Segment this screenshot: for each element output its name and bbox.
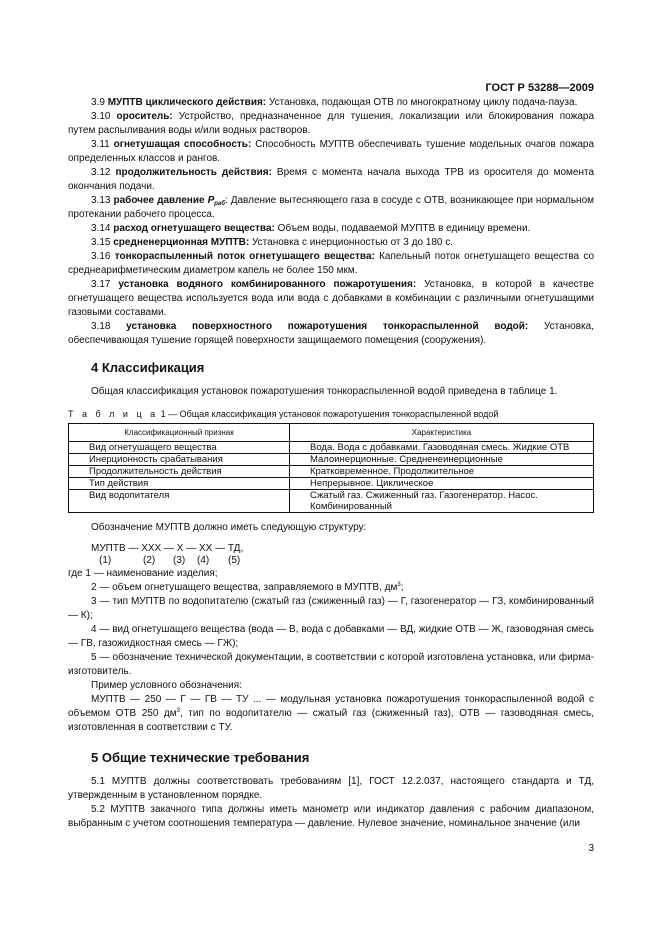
- definition-item: [68, 194, 594, 222]
- formula-codes: [91, 555, 594, 567]
- definition-text: Объем воды, подаваемой МУПТВ в единицу времени.: [274, 223, 531, 234]
- definition-term: тонкораспыленный поток огнетушащего вещества:: [114, 251, 375, 262]
- table-row: [69, 454, 594, 466]
- table-caption: [68, 407, 594, 421]
- legend-tail: ;: [400, 582, 404, 593]
- definition-term: установка водяного комбинированного пожаротушения:: [118, 279, 417, 290]
- table-cell: Кратковременное. Продолжительное: [290, 466, 594, 478]
- page-number: 3: [588, 843, 594, 854]
- definition-item: [68, 96, 594, 110]
- formula-code: (3): [173, 555, 186, 566]
- pressure-symbol: [208, 195, 225, 206]
- definition-number: 3.12: [91, 167, 111, 178]
- definition-item: [68, 222, 594, 236]
- legend-item: 3 — тип МУПТВ по водопитателю (сжатый газ (сжиженный газ) — Г, газогенератор — ГЗ, комбинированный — К);: [68, 596, 594, 621]
- table-cell: Вода. Вода с добавками. Газоводяная смесь. Жидкие ОТВ: [290, 442, 594, 454]
- definition-number: 3.18: [91, 321, 111, 332]
- definition-item: [68, 166, 594, 194]
- definition-number: 3.9: [91, 97, 105, 108]
- definition-number: 3.10: [91, 111, 111, 122]
- definition-text: Время с момента начала выхода ТРВ из оросителя до момента окончания подачи.: [68, 167, 595, 192]
- example-part: МУПТВ — 250 — Г — ГВ — ТУ ... — модульная установка пожаротушения тонкораспыленной водой с объемом ОТВ 250 дм: [68, 694, 594, 719]
- legend-text: 2 — объем огнетушащего вещества, заправляемого в МУПТВ, дм: [91, 582, 398, 593]
- definition-item: [68, 236, 594, 250]
- definition-item: [68, 138, 594, 166]
- document-header: ГОСТ Р 53288—2009: [485, 82, 594, 94]
- legend-superscript: 3: [397, 582, 401, 588]
- designation-formula: [68, 543, 594, 567]
- definition-item: [68, 320, 594, 348]
- legend-item: 4 — вид огнетушащего вещества (вода — В, вода с добавками — ВД, жидкие ОТВ — Ж, газоводяная смесь — ГВ, газожидкостная смесь — ГЖ);: [68, 624, 594, 649]
- structure-intro: Обозначение МУПТВ должно иметь следующую структуру:: [91, 522, 367, 533]
- section-5-paragraph: 5.2 МУПТВ закачного типа должны иметь манометр или индикатор давления с рабочим диапазоном, выбранным с учетом соотношения температура — давление. Нулевое значение, номинальное значение (или: [68, 804, 594, 829]
- definition-text: Установка, обеспечивающая тушение горящей поверхности защищаемого помещения (сооружения).: [68, 321, 594, 346]
- table-cell: Тип действия: [69, 478, 290, 490]
- table-cell: Инерционность срабатывания: [69, 454, 290, 466]
- definition-number: 3.13: [91, 195, 111, 206]
- table-cell: Сжатый газ. Сжиженный газ. Газогенератор. Насос. Комбинированный: [290, 490, 594, 513]
- definition-number: 3.16: [91, 251, 111, 262]
- definition-number: 3.14: [91, 223, 111, 234]
- definition-term: средненерционная МУПТВ:: [113, 237, 250, 248]
- legend-item: [68, 581, 594, 595]
- definition-term: ороситель:: [116, 111, 173, 122]
- definition-item: [68, 250, 594, 278]
- table-cell: Продолжительность действия: [69, 466, 290, 478]
- formula-line: МУПТВ — XXX — X — XX — ТД,: [91, 543, 244, 554]
- formula-code: (2): [143, 555, 156, 566]
- definition-item: [68, 110, 594, 138]
- definition-text: : Давление вытесняющего газа в сосуде с ОТВ, возникающее при нормальном протекании рабочего процесса.: [68, 195, 595, 220]
- table-header-row: [69, 424, 594, 442]
- designation-legend: [68, 567, 594, 735]
- table-row: [69, 442, 594, 454]
- example-part: , тип по водопитателю — сжатый газ (сжиженный газ), ОТВ — газоводяная смесь, изготовленная в соответствии с ТУ.: [68, 708, 594, 733]
- table-caption-prefix: Т а б л и ц а: [68, 409, 159, 419]
- formula-code: (4): [197, 555, 210, 566]
- definition-item: [68, 278, 594, 320]
- definition-text: Установка, подающая ОТВ по многократному циклу подача-пауза.: [266, 97, 578, 108]
- definition-text: Способность МУПТВ обеспечивать тушение модельных очагов пожара определенных классов и рангов.: [68, 139, 595, 164]
- section-5-paragraph: 5.1 МУПТВ должны соответствовать требованиям [1], ГОСТ 12.2.037, настоящего стандарта и ТД, утвержденным в установленном порядке.: [68, 776, 594, 801]
- legend-item: 5 — обозначение технической документации, в соответствии с которой изготовлена установка, или фирма-изготовитель.: [68, 652, 594, 677]
- definitions-list: [68, 96, 594, 348]
- pressure-symbol-subscript: раб: [214, 201, 225, 207]
- table-caption-text: 1 — Общая классификация установок пожаротушения тонкораспыленной водой: [158, 409, 499, 419]
- table-cell: Вид водопитателя: [69, 490, 290, 513]
- page-body: [68, 96, 594, 831]
- definition-text: Установка с инерционностью от 3 до 180 с.: [249, 237, 454, 248]
- section-5-title: 5 Общие технические требования: [91, 750, 310, 765]
- table-header-cell: Классификационный признак: [69, 424, 290, 442]
- example-superscript: 3: [176, 708, 180, 714]
- table-cell: Малоинерционные. Средненеинерционные: [290, 454, 594, 466]
- definition-text: Установка, в которой в качестве огнетушащего вещества используется вода или вода с добавками в комбинации с различными огнетушащими газовыми составами.: [68, 279, 594, 318]
- table-row: [69, 478, 594, 490]
- definition-term: продолжительность действия:: [115, 167, 272, 178]
- section-4-intro: Общая классификация установок пожаротушения тонкораспыленной водой приведена в таблице 1.: [91, 386, 558, 397]
- table-cell: Вид огнетушащего вещества: [69, 442, 290, 454]
- definition-number: 3.17: [91, 279, 111, 290]
- formula-code: (1): [99, 555, 112, 566]
- definition-number: 3.11: [91, 139, 110, 150]
- definition-term: МУПТВ циклического действия:: [107, 97, 267, 108]
- table-row: [69, 490, 594, 513]
- definition-term: огнетушащая способность:: [113, 139, 252, 150]
- classification-table: [68, 423, 594, 513]
- definition-term: установка поверхностного пожаротушения тонкораспыленной водой:: [126, 321, 529, 332]
- definition-number: 3.15: [91, 237, 111, 248]
- definition-text: Капельный поток огнетушащего вещества со среднеарифметическим диаметром капель не более 150 мкм.: [68, 251, 595, 276]
- legend-item: где 1 — наименование изделия;: [68, 568, 218, 579]
- example-label: Пример условного обозначения:: [91, 680, 242, 691]
- pressure-symbol-letter: P: [207, 195, 215, 206]
- definition-term: расход огнетушащего вещества:: [113, 223, 275, 234]
- formula-code: (5): [228, 555, 241, 566]
- example-text: [68, 693, 594, 735]
- table-header-cell: Характеристика: [290, 424, 594, 442]
- table-row: [69, 466, 594, 478]
- definition-text: Устройство, предназначенное для тушения, локализации или блокирования пожара путем распыливания воды и/или водных растворов.: [68, 111, 594, 136]
- table-cell: Непрерывное. Циклическое: [290, 478, 594, 490]
- definition-term: рабочее давление: [113, 195, 205, 206]
- section-4-title: 4 Классификация: [91, 360, 205, 375]
